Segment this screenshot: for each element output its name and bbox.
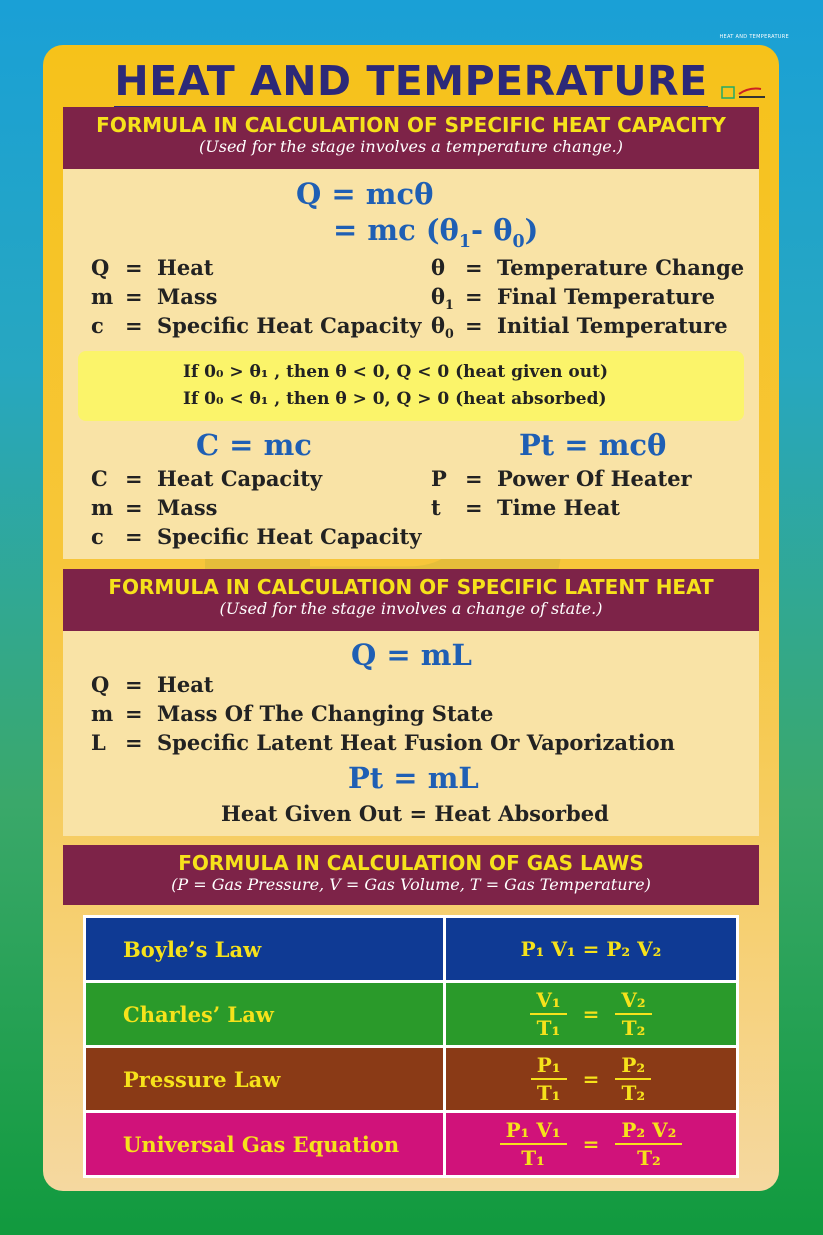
section1-subheading: (Used for the stage involves a temperature change.): [199, 137, 623, 156]
publisher-logo: [721, 85, 769, 101]
section2-panel: [63, 631, 759, 836]
def-c2: c = Specific Heat Capacity: [91, 524, 422, 549]
eq-C-mc: C = mc: [196, 428, 312, 462]
def-theta1: $\theta_1$ = Final Temperature: [431, 284, 715, 313]
section3-heading: FORMULA IN CALCULATION OF GAS LAWS: [178, 851, 644, 875]
def-theta: θ = Temperature Change: [431, 255, 745, 280]
def-t: t = Time Heat: [431, 495, 621, 520]
law-formula: $\frac{\text{V₁}}{\text{T₁}}$ = $\frac{\text{V₂}}{\text{T₂}}$: [445, 982, 738, 1047]
def-C: C = Heat Capacity: [91, 466, 323, 491]
page-title: HEAT AND TEMPERATURE: [43, 57, 779, 105]
def-m2: m = Mass: [91, 495, 218, 520]
corner-tag: HEAT AND TEMPERATURE: [719, 34, 789, 40]
section1-heading: FORMULA IN CALCULATION OF SPECIFIC HEAT CAPACITY: [96, 113, 726, 137]
def-P: P = Power Of Heater: [431, 466, 692, 491]
table-row: [85, 1047, 738, 1112]
def-Q: Q = Heat: [91, 255, 214, 280]
fraction-rhs: $\frac{\text{V₂}}{\text{T₂}}$: [615, 987, 651, 1041]
section1-header: [63, 107, 759, 169]
section2-header: [63, 569, 759, 631]
note-heat-absorbed: If 0₀ < θ₁ , then θ > 0, Q > 0 (heat absorbed): [183, 389, 607, 409]
eq-Pt-mL: Pt = mL: [348, 761, 479, 795]
section3-subheading: (P = Gas Pressure, V = Gas Volume, T = Gas Temperature): [171, 875, 651, 894]
section3-header: [63, 845, 759, 905]
law-formula: P₁ V₁ = P₂ V₂: [445, 917, 738, 982]
fraction-lhs: $\frac{\text{P₁ V₁}}{\text{T₁}}$: [500, 1117, 567, 1171]
note-heat-given-out: If 0₀ > θ₁ , then θ < 0, Q < 0 (heat given out): [183, 362, 609, 382]
def-theta0: $\theta_0$ = Initial Temperature: [431, 313, 728, 342]
table-row: [85, 917, 738, 982]
section2-heading: FORMULA IN CALCULATION OF SPECIFIC LATENT HEAT: [108, 575, 714, 599]
law-name: Boyle’s Law: [85, 917, 445, 982]
law-formula: $\frac{\text{P₁}}{\text{T₁}}$ = $\frac{\text{P₂}}{\text{T₂}}$: [445, 1047, 738, 1112]
law-formula: $\frac{\text{P₁ V₁}}{\text{T₁}}$ = $\frac{\text{P₂ V₂}}{\text{T₂}}$: [445, 1112, 738, 1177]
gas-laws-table: [83, 915, 739, 1178]
sign-condition-note: [78, 351, 744, 421]
heat-balance: Heat Given Out = Heat Absorbed: [221, 801, 609, 826]
eq-Pt-mctheta: Pt = mcθ: [519, 428, 667, 462]
fraction-rhs: $\frac{\text{P₂ V₂}}{\text{T₂}}$: [615, 1117, 682, 1171]
fraction-lhs: $\frac{\text{V₁}}{\text{T₁}}$: [530, 987, 566, 1041]
section2-subheading: (Used for the stage involves a change of state.): [219, 599, 603, 618]
def-Q2: Q = Heat: [91, 672, 214, 697]
def-L: L = Specific Latent Heat Fusion Or Vaporization: [91, 730, 675, 755]
poster: [43, 45, 779, 1191]
fraction-lhs: $\frac{\text{P₁}}{\text{T₁}}$: [531, 1052, 567, 1106]
eq-expanded: = mc ($\theta_1-$ $\theta_0$): [333, 213, 539, 252]
law-name: Pressure Law: [85, 1047, 445, 1112]
eq-Q-mL: Q = mL: [351, 638, 472, 672]
def-m3: m = Mass Of The Changing State: [91, 701, 494, 726]
law-name: Universal Gas Equation: [85, 1112, 445, 1177]
table-row: [85, 1112, 738, 1177]
def-c: c = Specific Heat Capacity: [91, 313, 422, 338]
law-name: Charles’ Law: [85, 982, 445, 1047]
fraction-rhs: $\frac{\text{P₂}}{\text{T₂}}$: [615, 1052, 651, 1106]
table-row: [85, 982, 738, 1047]
def-m: m = Mass: [91, 284, 218, 309]
eq-q-mctheta: Q = mcθ: [296, 177, 434, 211]
